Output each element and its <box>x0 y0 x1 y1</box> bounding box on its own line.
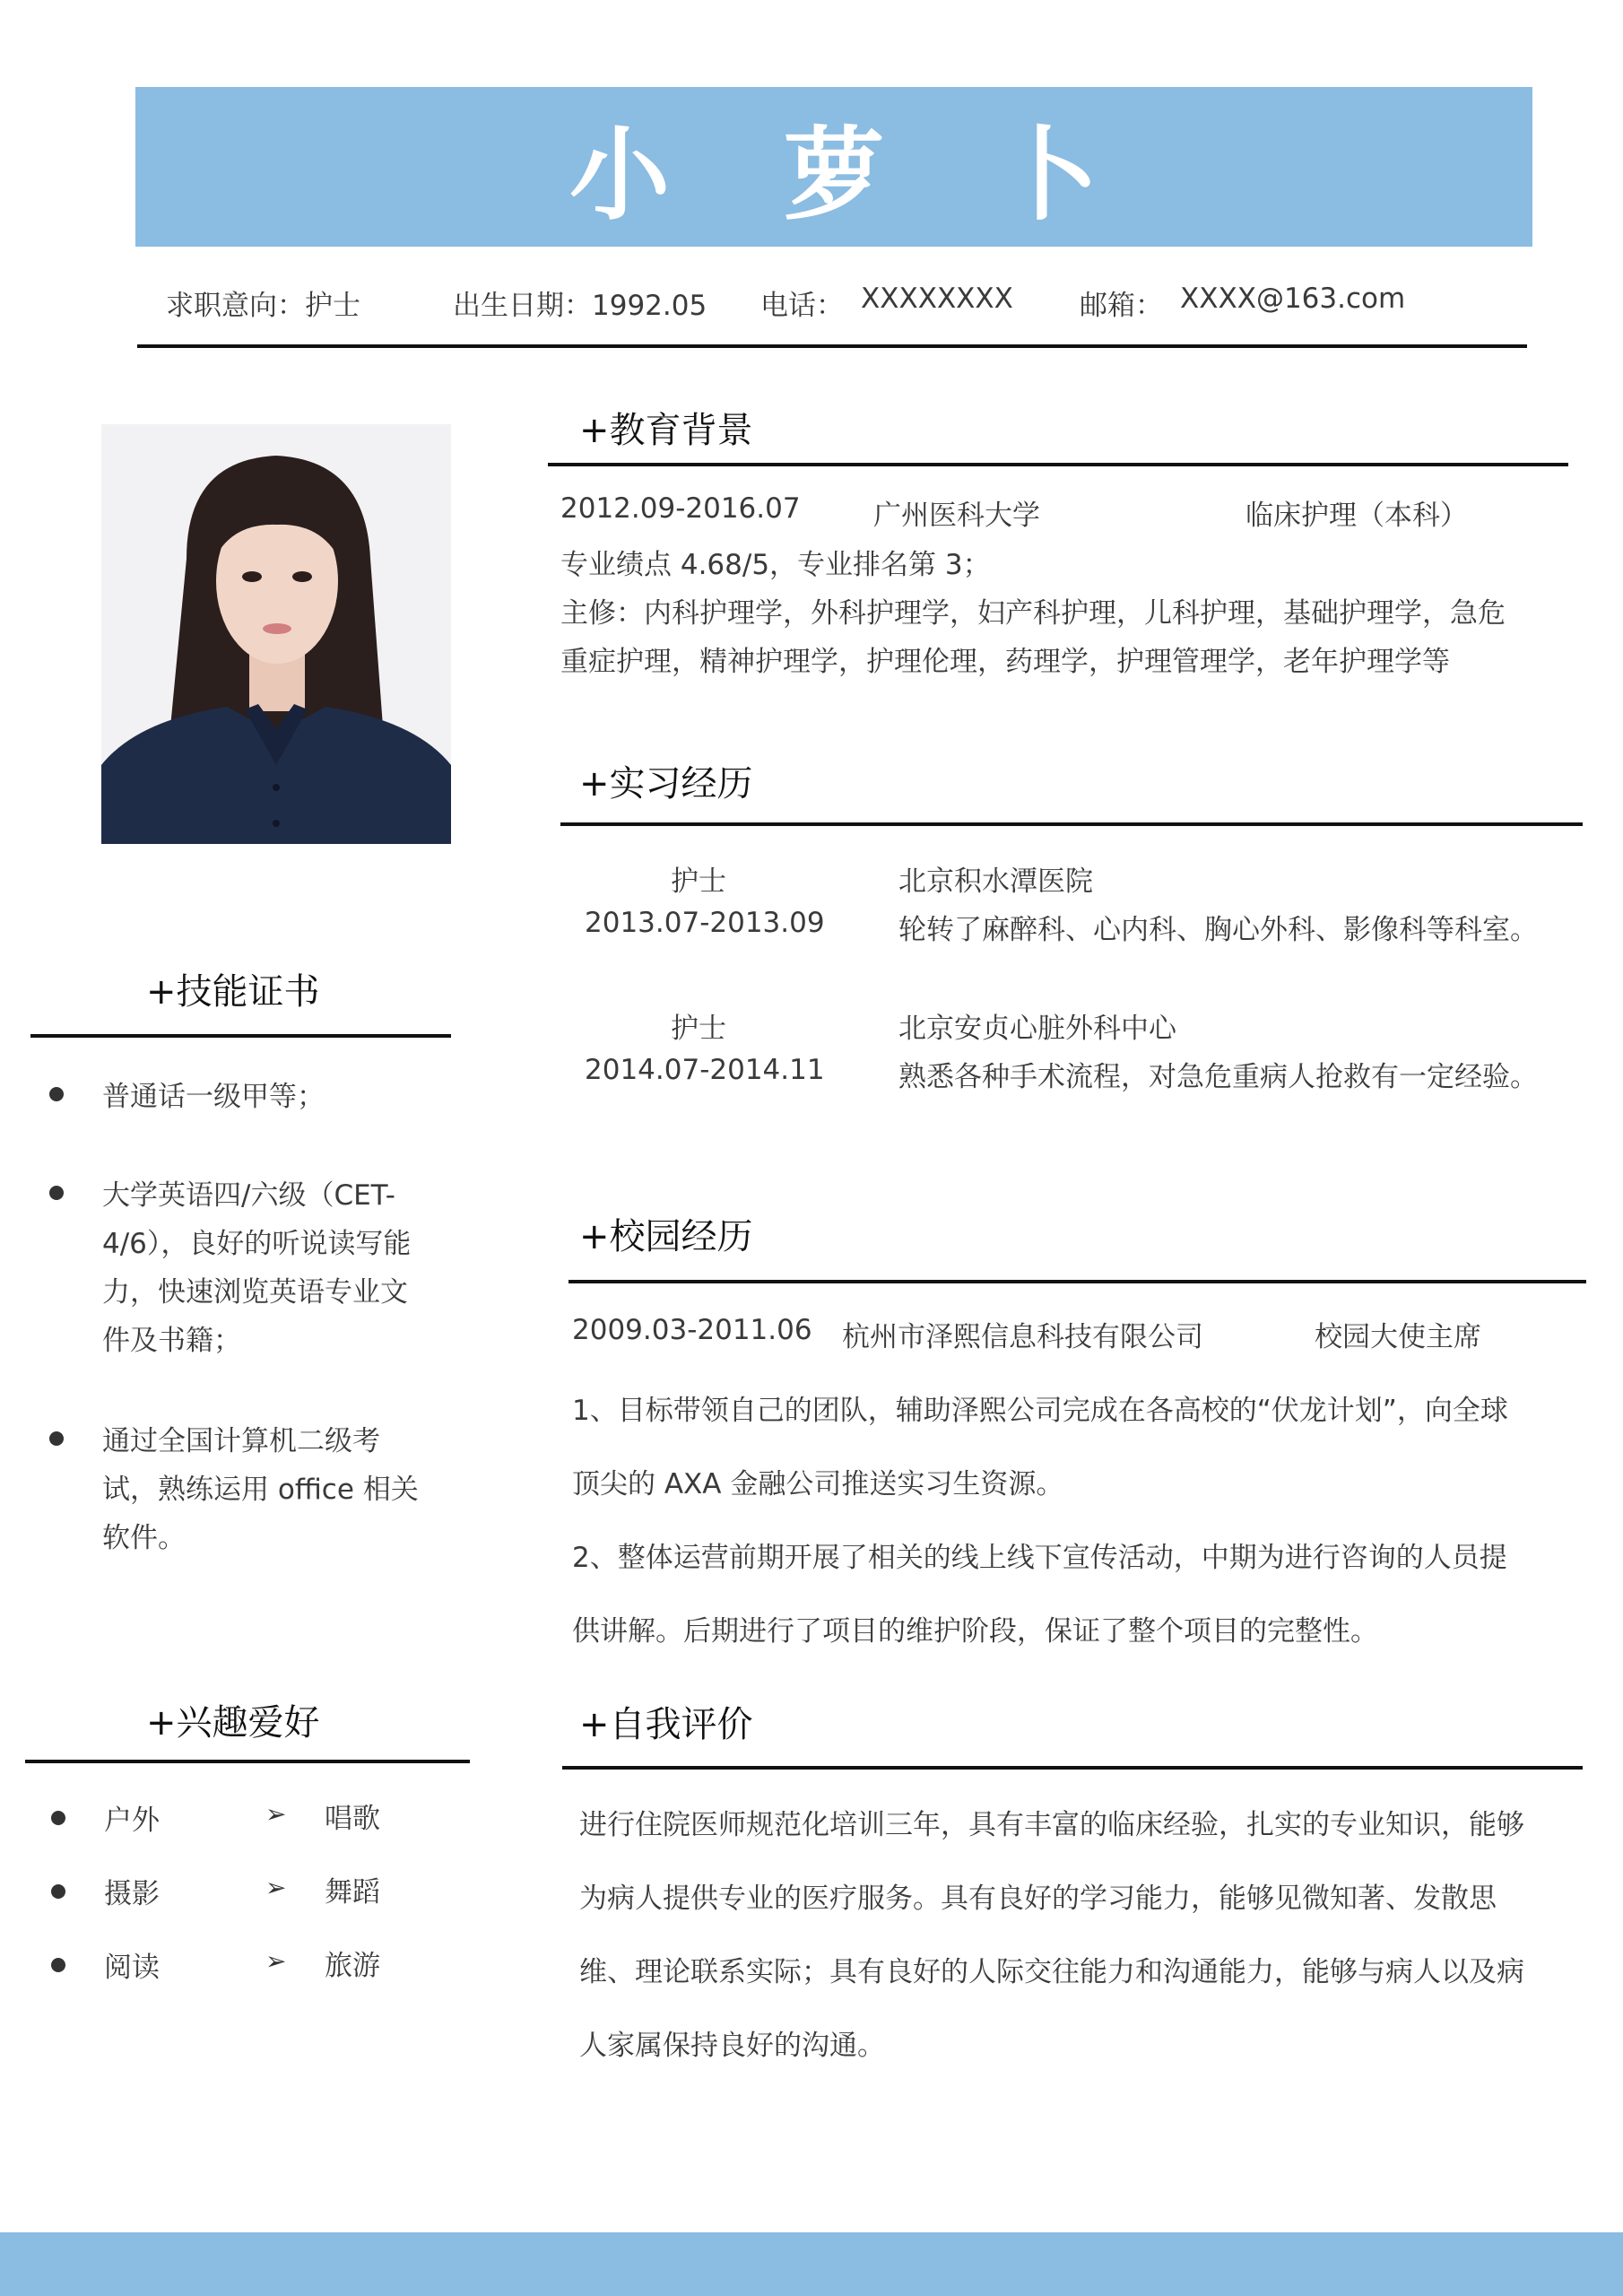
campus-line: 顶尖的 AXA 金融公司推送实习生资源。 <box>572 1468 1064 1500</box>
bullet-icon <box>49 1431 64 1446</box>
education-gpa: 专业绩点 4.68/5，专业排名第 3； <box>560 549 991 581</box>
email-label: 邮箱： <box>1080 290 1163 322</box>
bullet-icon <box>51 1811 65 1825</box>
bullet-icon <box>51 1884 65 1899</box>
education-divider <box>548 463 1568 466</box>
self-eval-line: 维、理论联系实际；具有良好的人际交往能力和沟通能力，能够与病人以及病 <box>579 1956 1524 1988</box>
campus-position: 校园大使主席 <box>1315 1321 1481 1353</box>
hobby-item: 摄影 <box>104 1878 160 1910</box>
internship-place: 北京安贞心脏外科中心 <box>898 1013 1176 1045</box>
phone-value: XXXXXXXX <box>861 283 1013 315</box>
internship-role: 护士 <box>671 1013 726 1045</box>
internship-divider <box>560 822 1583 826</box>
self-eval-divider <box>562 1766 1583 1770</box>
skill-item-line: 4/6），良好的听说读写能 <box>102 1228 412 1260</box>
campus-line: 2、整体运营前期开展了相关的线上线下宣传活动，中期为进行咨询的人员提 <box>572 1542 1507 1574</box>
job-intent: 求职意向：护士 <box>166 290 360 322</box>
bullet-icon <box>49 1087 64 1101</box>
hobby-item: 户外 <box>104 1805 160 1837</box>
internship-place: 北京积水潭医院 <box>898 865 1093 898</box>
hobby-item: 阅读 <box>104 1952 160 1984</box>
campus-period: 2009.03-2011.06 <box>572 1314 812 1346</box>
name-banner <box>135 87 1532 247</box>
campus-line: 1、目标带领自己的团队，辅助泽熙公司完成在各高校的“伏龙计划”，向全球 <box>572 1395 1508 1427</box>
profile-photo <box>101 424 451 844</box>
email-value: XXXX@163.com <box>1180 283 1406 315</box>
phone-label: 电话： <box>760 290 844 322</box>
footer-band <box>0 2232 1623 2296</box>
education-courses-line-1: 主修：内科护理学，外科护理学，妇产科护理，儿科护理，基础护理学，急危 <box>560 597 1506 630</box>
self-eval-line: 进行住院医师规范化培训三年，具有丰富的临床经验，扎实的专业知识，能够 <box>579 1809 1524 1841</box>
education-period: 2012.09-2016.07 <box>560 492 801 525</box>
education-school: 广州医科大学 <box>873 500 1040 532</box>
hobbies-title: +兴趣爱好 <box>146 1702 320 1744</box>
bullet-icon <box>51 1958 65 1972</box>
campus-org: 杭州市泽熙信息科技有限公司 <box>842 1321 1203 1353</box>
hobby-item: 旅游 <box>325 1950 380 1982</box>
campus-divider <box>568 1280 1586 1283</box>
skill-item-line: 件及书籍； <box>102 1325 241 1357</box>
skill-item-line: 通过全国计算机二级考 <box>102 1425 380 1457</box>
internship-period: 2014.07-2014.11 <box>585 1054 825 1086</box>
campus-title: +校园经历 <box>579 1216 753 1257</box>
self-eval-line: 为病人提供专业的医疗服务。具有良好的学习能力，能够见微知著、发散思 <box>579 1883 1497 1915</box>
education-courses-line-2: 重症护理，精神护理学，护理伦理，药理学，护理管理学，老年护理学等 <box>560 646 1450 678</box>
header-divider <box>137 344 1527 348</box>
skill-item-line: 试，熟练运用 office 相关 <box>102 1474 419 1506</box>
education-major: 临床护理（本科） <box>1245 500 1468 532</box>
hobbies-divider <box>25 1760 470 1763</box>
bullet-icon <box>49 1186 64 1200</box>
candidate-name: 小 萝 卜 <box>569 117 1138 234</box>
skill-item: 普通话一级甲等； <box>102 1081 325 1113</box>
arrow-bullet-icon: ➢ <box>265 1873 287 1902</box>
internship-role: 护士 <box>671 865 726 898</box>
education-title: +教育背景 <box>579 410 753 451</box>
skills-title: +技能证书 <box>146 971 320 1013</box>
campus-line: 供讲解。后期进行了项目的维护阶段，保证了整个项目的完整性。 <box>572 1615 1378 1648</box>
skill-item-line: 大学英语四/六级（CET- <box>102 1179 395 1212</box>
skill-item-line: 力，快速浏览英语专业文 <box>102 1276 408 1309</box>
internship-title: +实习经历 <box>579 763 753 804</box>
self-eval-title: +自我评价 <box>579 1704 753 1745</box>
hobby-item: 唱歌 <box>325 1803 380 1835</box>
birth-date: 出生日期：1992.05 <box>453 290 707 322</box>
hobby-item: 舞蹈 <box>325 1876 380 1909</box>
arrow-bullet-icon: ➢ <box>265 1799 287 1829</box>
internship-desc: 熟悉各种手术流程，对急危重病人抢救有一定经验。 <box>898 1061 1538 1093</box>
skill-item-line: 软件。 <box>102 1522 186 1554</box>
internship-period: 2013.07-2013.09 <box>585 907 825 939</box>
self-eval-line: 人家属保持良好的沟通。 <box>579 2030 885 2062</box>
skills-divider <box>30 1034 451 1038</box>
arrow-bullet-icon: ➢ <box>265 1946 287 1976</box>
internship-desc: 轮转了麻醉科、心内科、胸心外科、影像科等科室。 <box>898 914 1538 946</box>
portrait-image <box>101 424 451 844</box>
